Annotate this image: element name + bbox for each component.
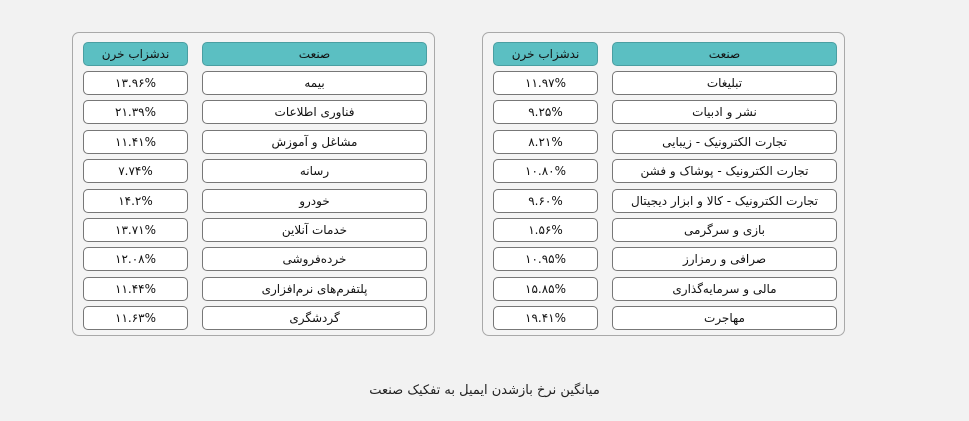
header-industry: صنعت [202,42,427,66]
table-row [483,130,844,154]
rate-cell: ۸.۲۱% [493,130,598,154]
rate-cell: ۲۱.۳۹% [83,100,188,124]
header-rate: نرخ بازشدن [83,42,188,66]
industry-cell: نشر و ادبیات [612,100,837,124]
rate-cell: ۷.۷۴% [83,159,188,183]
rate-cell: ۱۱.۶۳% [83,306,188,330]
table-header [483,42,844,66]
table-row [483,306,844,330]
industry-cell: خرده‌فروشی [202,247,427,271]
table-row [73,247,434,271]
industry-table-2 [72,32,435,336]
industry-cell: رسانه [202,159,427,183]
rate-cell: ۱۰.۸۰% [493,159,598,183]
industry-cell: تبلیغات [612,71,837,95]
rate-cell: ۹.۲۵% [493,100,598,124]
table-row [483,247,844,271]
table-row [73,218,434,242]
table-row [73,159,434,183]
rate-cell: ۱۹.۴۱% [493,306,598,330]
header-rate: نرخ بازشدن [493,42,598,66]
table-row [73,306,434,330]
rate-cell: ۱۴.۲% [83,189,188,213]
rate-cell: ۱.۵۶% [493,218,598,242]
industry-cell: خدمات آنلاین [202,218,427,242]
industry-cell: گردشگری [202,306,427,330]
industry-cell: مهاجرت [612,306,837,330]
industry-cell: مشاغل و آموزش [202,130,427,154]
table-row [483,100,844,124]
table-row [73,277,434,301]
table-row [73,130,434,154]
header-industry: صنعت [612,42,837,66]
table-row [73,100,434,124]
table-row [483,159,844,183]
industry-cell: صرافی و رمزارز [612,247,837,271]
industry-cell: تجارت الکترونیک - کالا و ابزار دیجیتال [612,189,837,213]
table-row [483,277,844,301]
rate-cell: ۱۱.۹۷% [493,71,598,95]
table-header [73,42,434,66]
rate-cell: ۱۰.۹۵% [493,247,598,271]
table-row [73,71,434,95]
rate-cell: ۱۳.۹۶% [83,71,188,95]
rate-cell: ۱۳.۷۱% [83,218,188,242]
table-row [483,71,844,95]
table-row [73,189,434,213]
rate-cell: ۱۱.۴۴% [83,277,188,301]
industry-cell: مالی و سرمایه‌گذاری [612,277,837,301]
rate-cell: ۱۲.۰۸% [83,247,188,271]
industry-cell: تجارت الکترونیک - زیبایی [612,130,837,154]
table-row [483,189,844,213]
chart-caption: میانگین نرخ بازشدن ایمیل به تفکیک صنعت [369,383,600,398]
rate-cell: ۱۱.۴۱% [83,130,188,154]
industry-cell: پلتفرم‌های نرم‌افزاری [202,277,427,301]
rate-cell: ۱۵.۸۵% [493,277,598,301]
industry-cell: بیمه [202,71,427,95]
industry-cell: تجارت الکترونیک - پوشاک و فشن [612,159,837,183]
industry-cell: بازی و سرگرمی [612,218,837,242]
industry-cell: خودرو [202,189,427,213]
table-row [483,218,844,242]
rate-cell: ۹.۶۰% [493,189,598,213]
industry-cell: فناوری اطلاعات [202,100,427,124]
industry-table-1 [482,32,845,336]
